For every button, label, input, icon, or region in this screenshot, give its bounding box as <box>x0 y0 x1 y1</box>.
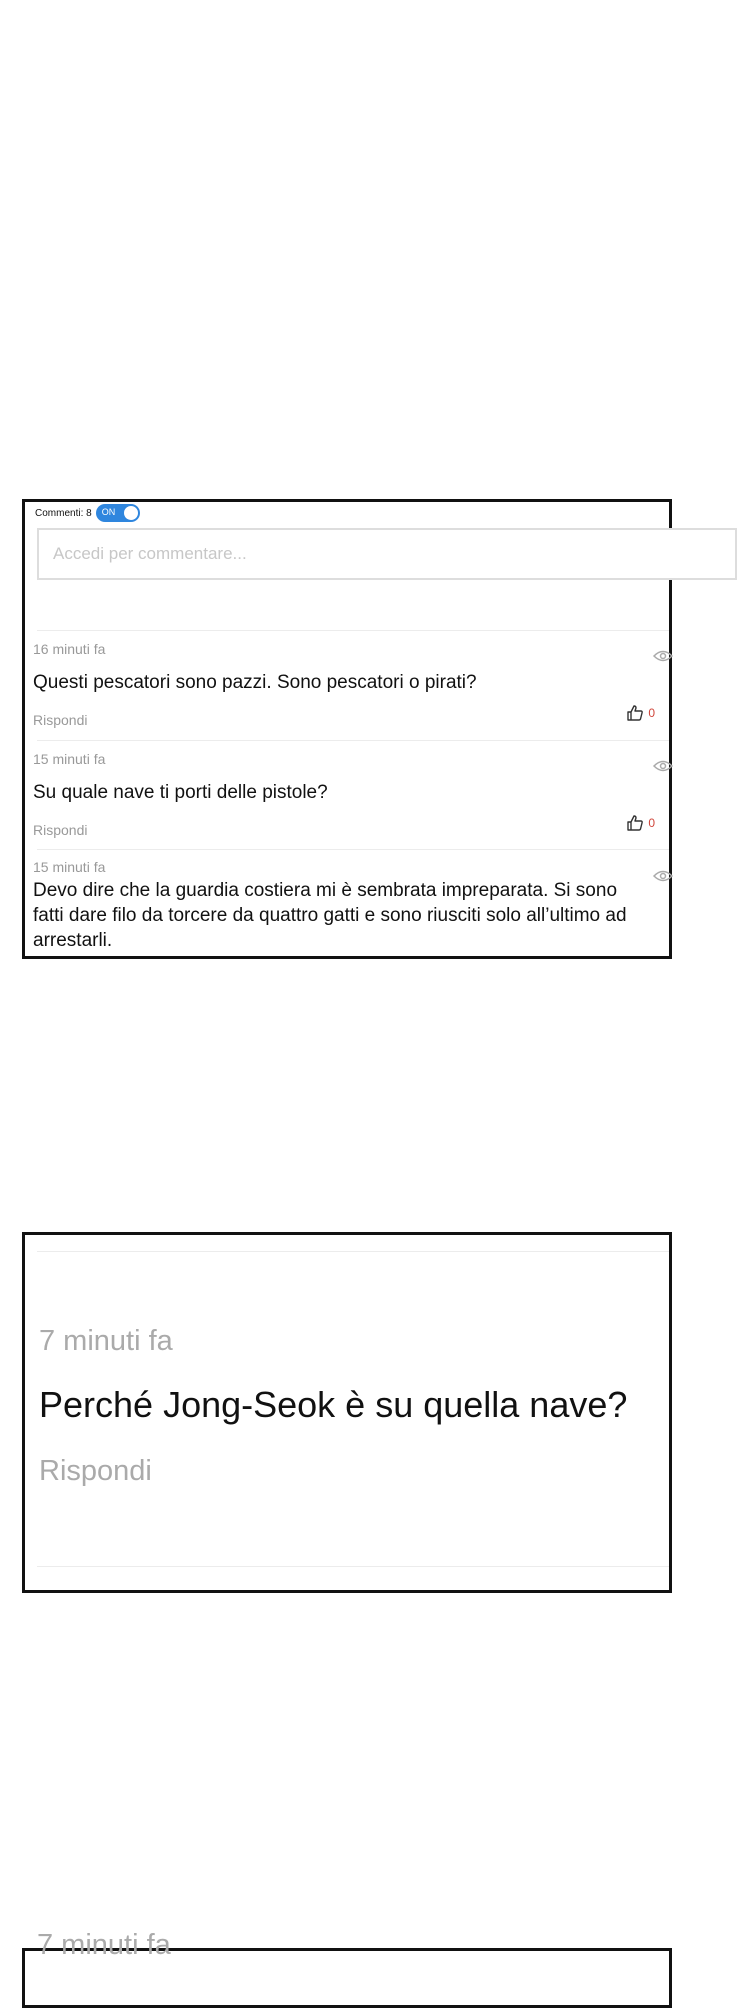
reply-button[interactable]: Rispondi <box>33 712 88 728</box>
like-button[interactable] <box>626 704 655 722</box>
divider <box>37 1251 669 1252</box>
comments-toggle[interactable] <box>96 504 140 522</box>
divider <box>37 630 669 631</box>
reply-button[interactable]: Rispondi <box>33 822 88 838</box>
login-comment-input[interactable]: Accedi per commentare... <box>37 528 737 580</box>
thumbs-up-icon <box>626 814 644 832</box>
comment-time: 7 minuti fa <box>39 1325 173 1357</box>
divider <box>37 740 669 741</box>
comment-time: 15 minuti fa <box>33 751 106 767</box>
comment-text: Questi pescatori sono pazzi. Sono pescatori o pirati? <box>33 672 477 693</box>
like-count: 0 <box>648 706 655 720</box>
comments-header <box>35 504 140 522</box>
partial-comment-panel <box>22 1929 672 2008</box>
comment-time: 15 minuti fa <box>33 859 106 875</box>
toggle-label: ON <box>101 507 116 517</box>
zoomed-comment-panel <box>22 1232 672 1593</box>
comment-time: 7 minuti fa <box>37 1929 171 1961</box>
divider <box>37 1566 669 1567</box>
like-button[interactable] <box>626 814 655 832</box>
eye-icon[interactable] <box>653 649 673 663</box>
comment-text: Perché Jong-Seok è su quella nave? <box>39 1384 628 1425</box>
eye-icon[interactable] <box>653 869 673 883</box>
like-count: 0 <box>648 816 655 830</box>
comments-panel <box>22 499 672 959</box>
comment-text: Devo dire che la guardia costiera mi è sembrata impreparata. Si sono fatti dare filo da torcere da quattro gatti e sono riusciti solo all’ultimo ad arrestarli. <box>33 880 627 951</box>
thumbs-up-icon <box>626 704 644 722</box>
comment-time: 16 minuti fa <box>33 641 106 657</box>
comment-text: Su quale nave ti porti delle pistole? <box>33 782 328 803</box>
divider <box>37 849 669 850</box>
reply-button[interactable]: Rispondi <box>39 1455 152 1487</box>
comments-count-label: Commenti: 8 <box>35 507 92 519</box>
toggle-knob <box>123 505 139 521</box>
eye-icon[interactable] <box>653 759 673 773</box>
